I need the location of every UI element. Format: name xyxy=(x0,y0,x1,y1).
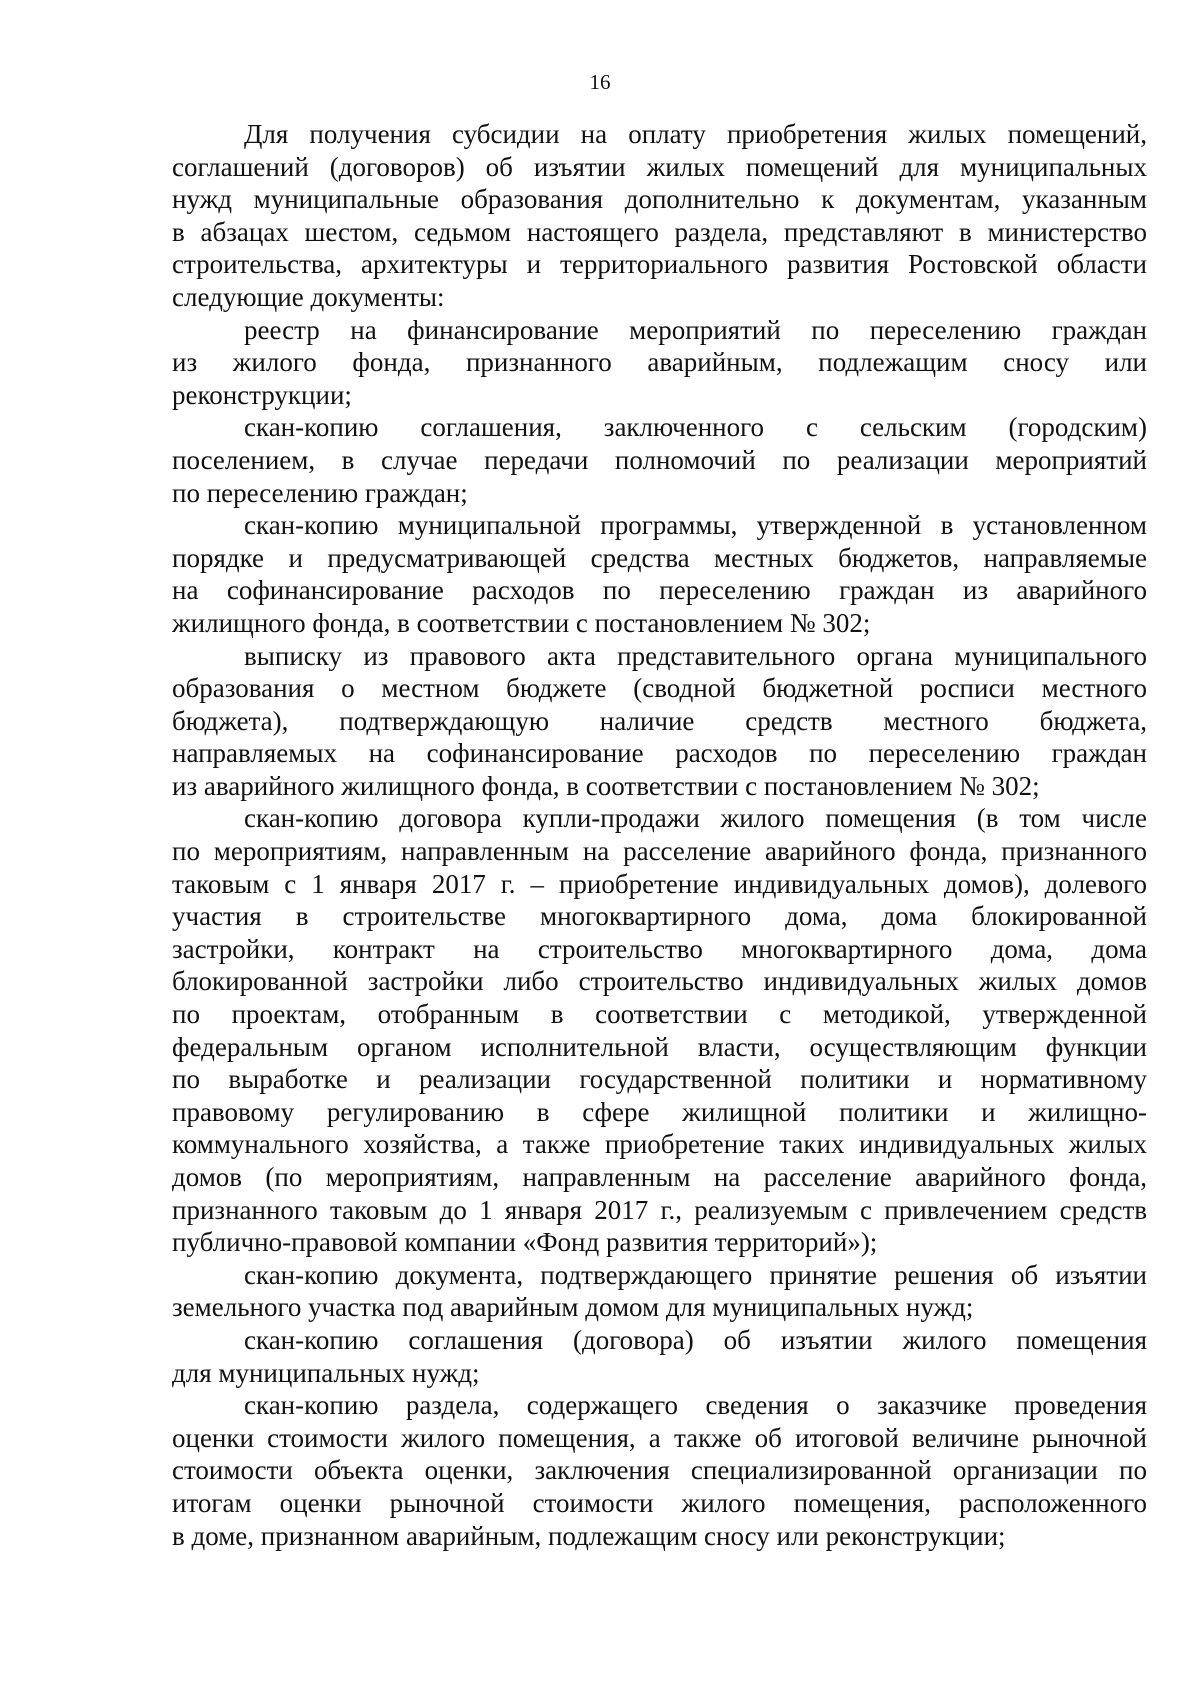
paragraph-line: застройки, контракт на строительство многоквартирного дома, дома xyxy=(172,933,1147,964)
paragraph-line: участия в строительстве многоквартирного дома, дома блокированной xyxy=(172,901,1147,932)
paragraph xyxy=(172,411,1147,509)
paragraph-line: в доме, признанном аварийным, подлежащим сносу или реконструкции; xyxy=(172,1520,1006,1551)
paragraph-line: строительства, архитектуры и территориального развития Ростовской области xyxy=(172,249,1147,280)
paragraph-line: по выработке и реализации государственной политики и нормативному xyxy=(172,1064,1147,1095)
paragraph-line: из аварийного жилищного фонда, в соответствии с постановлением № 302; xyxy=(172,770,1040,801)
paragraph-line: домов (по мероприятиям, направленным на расселение аварийного фонда, xyxy=(172,1162,1147,1192)
paragraph-line: жилищного фонда, в соответствии с постановлением № 302; xyxy=(172,607,871,638)
paragraph-line: стоимости объекта оценки, заключения специализированной организации по xyxy=(172,1455,1147,1486)
paragraph-line: коммунального хозяйства, а также приобретение таких индивидуальных жилых xyxy=(172,1129,1147,1160)
paragraph-line: скан-копию договора купли-продажи жилого помещения (в том числе xyxy=(244,803,1147,834)
paragraph-line: по проектам, отобранным в соответствии с методикой, утвержденной xyxy=(172,999,1147,1030)
paragraph-line: по переселению граждан; xyxy=(172,477,468,508)
paragraph-line: скан-копию документа, подтверждающего принятие решения об изъятии xyxy=(244,1259,1147,1290)
paragraph-line: следующие документы: xyxy=(172,281,445,312)
paragraph xyxy=(172,118,1147,314)
paragraph-line: признанного таковым до 1 января 2017 г., реализуемым с привлечением средств xyxy=(172,1194,1147,1225)
paragraph-line: поселением, в случае передачи полномочий по реализации мероприятий xyxy=(172,444,1147,475)
paragraph xyxy=(172,314,1147,412)
paragraph-line: нужд муниципальные образования дополнительно к документам, указанным xyxy=(172,184,1147,215)
paragraph-line: реестр на финансирование мероприятий по переселению граждан xyxy=(244,314,1147,345)
paragraph-line: для муниципальных нужд; xyxy=(172,1357,480,1388)
paragraph xyxy=(172,1324,1147,1389)
paragraph-line: итогам оценки рыночной стоимости жилого помещения, расположенного xyxy=(172,1487,1147,1518)
paragraph-line: блокированной застройки либо строительство индивидуальных жилых домов xyxy=(172,966,1147,997)
paragraph-line: бюджета), подтверждающую наличие средств местного бюджета, xyxy=(172,705,1147,736)
paragraph-line: Для получения субсидии на оплату приобретения жилых помещений, xyxy=(244,119,1147,149)
paragraph-line: скан-копию муниципальной программы, утвержденной в установленном xyxy=(244,510,1147,541)
paragraph-line: скан-копию соглашения (договора) об изъятии жилого помещения xyxy=(244,1324,1147,1355)
paragraph-line: направляемых на софинансирование расходов по переселению граждан xyxy=(172,738,1147,769)
paragraph-line: в абзацах шестом, седьмом настоящего раздела, представляют в министерство xyxy=(172,216,1147,247)
paragraph-line: скан-копию соглашения, заключенного с сельским (городским) xyxy=(244,412,1147,443)
paragraph-line: по мероприятиям, направленным на расселение аварийного фонда, признанного xyxy=(172,836,1147,867)
paragraph-line: соглашений (договоров) об изъятии жилых помещений для муниципальных xyxy=(172,151,1147,182)
paragraph xyxy=(172,1259,1147,1324)
paragraph xyxy=(172,640,1147,803)
paragraph-line: образования о местном бюджете (сводной бюджетной росписи местного xyxy=(172,673,1147,704)
paragraph-line: правовому регулированию в сфере жилищной политики и жилищно- xyxy=(172,1096,1147,1127)
paragraph-line: из жилого фонда, признанного аварийным, подлежащим сносу или xyxy=(172,347,1147,378)
paragraph-line: земельного участка под аварийным домом для муниципальных нужд; xyxy=(172,1292,974,1323)
paragraph-line: публично-правовой компании «Фонд развития территорий»); xyxy=(172,1227,878,1258)
paragraph xyxy=(172,1389,1147,1552)
paragraph-line: выписку из правового акта представительного органа муниципального xyxy=(244,640,1147,671)
paragraph-line: реконструкции; xyxy=(172,379,352,410)
paragraph-line: порядке и предусматривающей средства местных бюджетов, направляемые xyxy=(172,542,1147,573)
document-body xyxy=(172,118,1147,1552)
paragraph xyxy=(172,509,1147,639)
paragraph-line: скан-копию раздела, содержащего сведения о заказчике проведения xyxy=(244,1390,1147,1421)
paragraph-line: таковым с 1 января 2017 г. – приобретение индивидуальных домов), долевого xyxy=(172,868,1147,899)
paragraph-line: на софинансирование расходов по переселению граждан из аварийного xyxy=(172,575,1147,606)
paragraph xyxy=(172,802,1147,1258)
paragraph-line: оценки стоимости жилого помещения, а также об итоговой величине рыночной xyxy=(172,1422,1147,1453)
page-number: 16 xyxy=(589,70,611,94)
paragraph-line: федеральным органом исполнительной власти, осуществляющим функции xyxy=(172,1031,1147,1062)
